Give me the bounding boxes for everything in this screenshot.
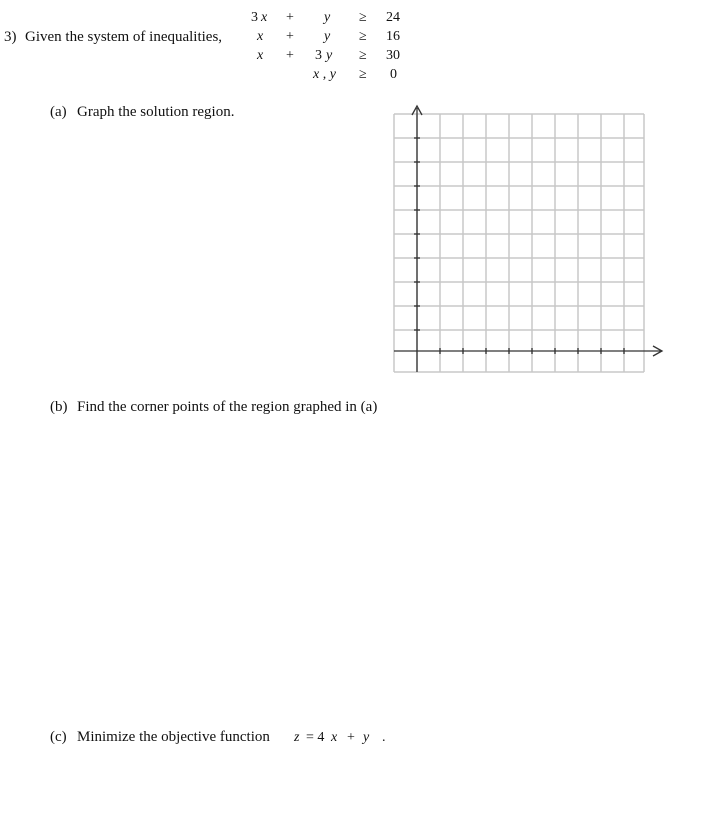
coef-3y: 3 [315, 48, 322, 63]
grid-lines [394, 114, 644, 372]
y-axis [412, 106, 422, 372]
rhs-value: 30 [386, 48, 400, 63]
rhs-value: 0 [390, 67, 397, 82]
var-y: y [324, 10, 331, 25]
objective-y: y [363, 730, 370, 745]
part-a-label: (a) [50, 104, 67, 120]
geq-sign: ≥ [359, 10, 367, 25]
var-y: y [324, 29, 331, 44]
objective-z: z [294, 730, 300, 745]
plus-sign: + [286, 48, 294, 63]
objective-period: . [382, 730, 386, 745]
question-number: 3) [4, 29, 17, 45]
x-axis [394, 346, 662, 356]
var-x: x [261, 10, 268, 25]
coef-3x: 3 [251, 10, 258, 25]
objective-x: x [331, 730, 338, 745]
grid-svg [390, 100, 690, 380]
part-c-label: (c) [50, 729, 67, 745]
var-x: x [257, 29, 264, 44]
part-a-text: Graph the solution region. [77, 104, 235, 120]
plus-sign: + [286, 29, 294, 44]
geq-sign: ≥ [359, 29, 367, 44]
objective-eq: = 4 [306, 730, 325, 745]
geq-sign: ≥ [359, 67, 367, 82]
coordinate-grid [390, 100, 690, 380]
plus-sign: + [286, 10, 294, 25]
geq-sign: ≥ [359, 48, 367, 63]
rhs-value: 24 [386, 10, 400, 25]
nonneg-vars: x , y [313, 67, 336, 82]
var-x: x [257, 48, 264, 63]
var-y: y [326, 48, 333, 63]
part-c-text: Minimize the objective function [77, 729, 270, 745]
part-b-text: Find the corner points of the region graphed in (a) [77, 399, 378, 415]
part-b-label: (b) [50, 399, 68, 415]
objective-plus: + [347, 730, 355, 745]
rhs-value: 16 [386, 29, 400, 44]
question-intro: Given the system of inequalities, [25, 29, 223, 45]
